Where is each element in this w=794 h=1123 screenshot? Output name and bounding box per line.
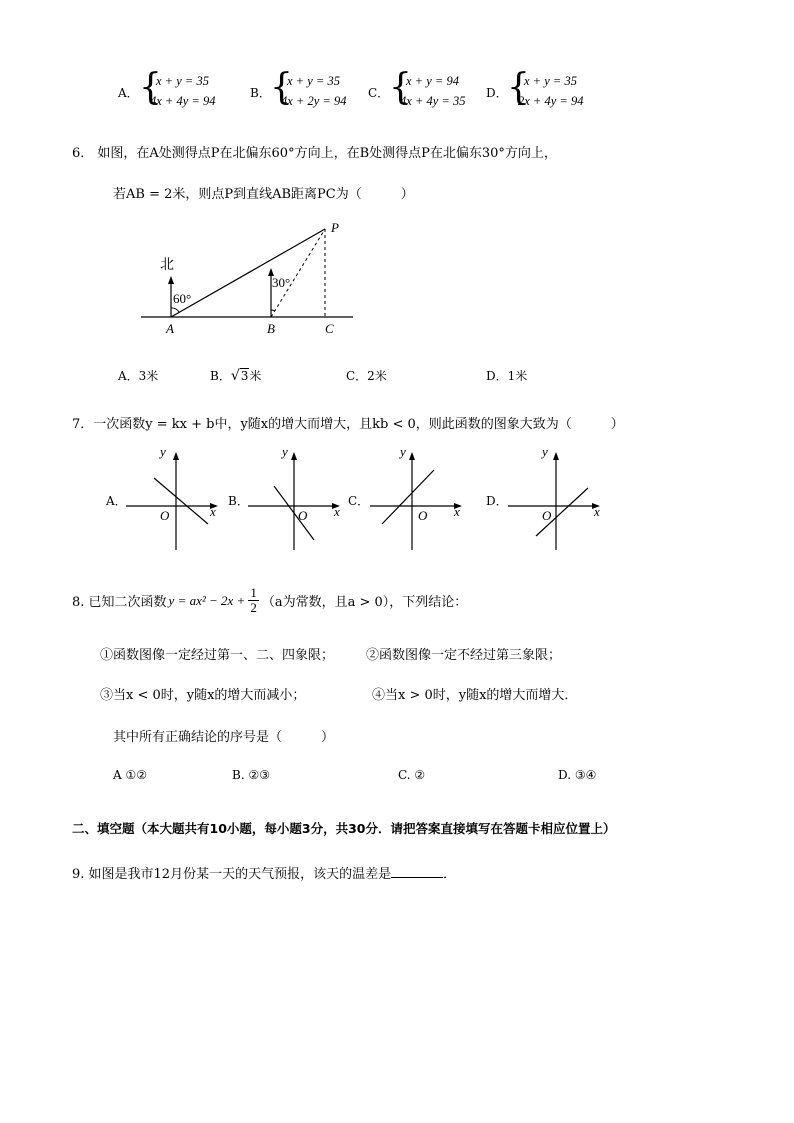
q5-option-b-label: B． <box>250 86 271 100</box>
q6-angle-b-label: 30° <box>272 275 291 290</box>
q8-conclusion-2: ②函数图像一定不经过第三象限； <box>366 648 562 663</box>
q6-option-b-unit: 米 <box>249 369 262 383</box>
q6-arrowhead-a <box>168 276 174 284</box>
q9-stem <box>72 863 456 882</box>
q8-option-d: D. ③④ <box>558 768 597 782</box>
y-axis-arrow-icon <box>291 452 297 460</box>
q5-option-a-label: A． <box>118 86 139 100</box>
q6-option-a: A．3米 <box>118 369 159 383</box>
q7-graph-a <box>124 444 224 554</box>
q6-angle-a-label: 60° <box>173 291 192 306</box>
sqrt-icon: √ <box>230 368 240 384</box>
x-label: x <box>454 504 460 519</box>
q6-point-c: C <box>325 321 334 336</box>
x-label: x <box>594 504 600 519</box>
q5-option-b-brace: { <box>270 67 293 108</box>
q8-option-a: A ①② <box>113 768 147 782</box>
q8-option-c: C. ② <box>398 768 426 782</box>
q7-option-a-label: A． <box>106 494 127 508</box>
y-label: y <box>282 444 288 459</box>
y-axis-arrow-icon <box>173 452 179 460</box>
q8-stem-post: （a为常数，且a > 0），下列结论： <box>261 595 468 610</box>
q8-fraction-numerator: 1 <box>250 585 257 600</box>
q8-fraction <box>248 586 259 615</box>
q7-graph-b <box>246 444 346 554</box>
q6-angle-arc-a <box>171 308 179 312</box>
y-label: y <box>542 444 548 459</box>
q6-north-label: 北 <box>160 258 174 273</box>
q6-line-bp <box>271 229 325 317</box>
origin-label: O <box>542 508 552 523</box>
origin-label: O <box>418 508 428 523</box>
q7-option-c-label: C． <box>348 494 370 508</box>
q6-point-a: A <box>166 321 174 336</box>
q9-text: 9. 如图是我市12月份某一天的天气预报，该天的温差是 <box>72 867 392 882</box>
q6-option-b-radicand: 3 <box>240 369 249 383</box>
section-2-heading: 二、填空题（本大题共有10小题，每小题3分，共30分．请把答案直接填写在答题卡相应位置上） <box>72 821 616 836</box>
q5-option-a-brace: { <box>139 67 162 108</box>
origin-label: O <box>160 508 170 523</box>
q5-option-c-eq1: x + y = 94 <box>406 74 459 88</box>
q9-end: ． <box>443 867 457 882</box>
q8-fraction-denominator: 2 <box>250 600 257 615</box>
q5-option-a-eq1: x + y = 35 <box>156 74 209 88</box>
q6-option-c: C．2米 <box>346 369 387 383</box>
q6-option-d: D．1米 <box>486 369 528 383</box>
q7-option-d-label: D． <box>486 494 508 508</box>
q8-stem-pre: 8. 已知二次函数 <box>72 595 167 610</box>
origin-label: O <box>298 508 308 523</box>
q8-conclusion-4: ④当x > 0时，y随x的增大而增大． <box>372 688 578 703</box>
q6-stem-line1: 6． 如图，在A处测得点P在北偏东60°方向上，在B处测得点P在北偏东30°方向上， <box>72 146 557 161</box>
q5-option-c-label: C． <box>368 86 390 100</box>
q8-stem <box>72 586 467 615</box>
q7-graph-c <box>368 444 468 554</box>
q5-option-b-eq2: 4x + 2y = 94 <box>281 94 347 108</box>
q5-option-d-system <box>518 71 583 111</box>
q5-option-b-system <box>281 71 346 111</box>
q7-graph-d <box>506 444 606 554</box>
q6-angle-arc-b <box>271 310 275 311</box>
q5-option-a-eq2: 4x + 4y = 94 <box>150 94 216 108</box>
q6-figure <box>135 218 365 340</box>
q8-conclusion-1: ①函数图像一定经过第一、二、四象限； <box>100 648 335 663</box>
q5-option-d-brace: { <box>507 67 530 108</box>
q5-option-c-eq2: 4x + 4y = 35 <box>400 94 466 108</box>
q5-option-d-eq1: x + y = 35 <box>524 74 577 88</box>
q8-ask: 其中所有正确结论的序号是（ ） <box>113 730 335 745</box>
q8-conclusion-3: ③当x < 0时，y随x的增大而减小； <box>100 688 306 703</box>
y-label: y <box>400 444 406 459</box>
q5-option-c-system <box>400 71 465 111</box>
q8-formula: y = ax² − 2x + <box>168 592 246 608</box>
q6-point-b: B <box>267 321 275 336</box>
y-axis-arrow-icon <box>553 452 559 460</box>
q6-point-p: P <box>331 220 339 235</box>
q5-option-d-eq2: 2x + 4y = 94 <box>518 94 584 108</box>
q7-option-b-label: B． <box>228 494 249 508</box>
q6-option-b-label: B． <box>210 369 231 383</box>
q9-answer-blank <box>391 865 443 878</box>
q6-option-b <box>210 367 261 384</box>
q8-option-b: B. ②③ <box>232 768 270 782</box>
q7-stem: 7．一次函数y = kx + b中，y随x的增大而增大，且kb < 0，则此函数的图象大致为（ ） <box>72 417 624 432</box>
q6-line-ap <box>171 229 325 317</box>
y-label: y <box>160 444 166 459</box>
q5-option-c-brace: { <box>389 67 412 108</box>
x-label: x <box>334 504 340 519</box>
x-label: x <box>210 504 216 519</box>
q5-option-b-eq1: x + y = 35 <box>287 74 340 88</box>
q5-option-d-label: D． <box>486 86 508 100</box>
y-axis-arrow-icon <box>409 452 415 460</box>
q6-stem-line2: 若AB = 2米，则点P到直线AB距离PC为（ ） <box>113 187 414 202</box>
q5-option-a-system <box>150 71 215 111</box>
